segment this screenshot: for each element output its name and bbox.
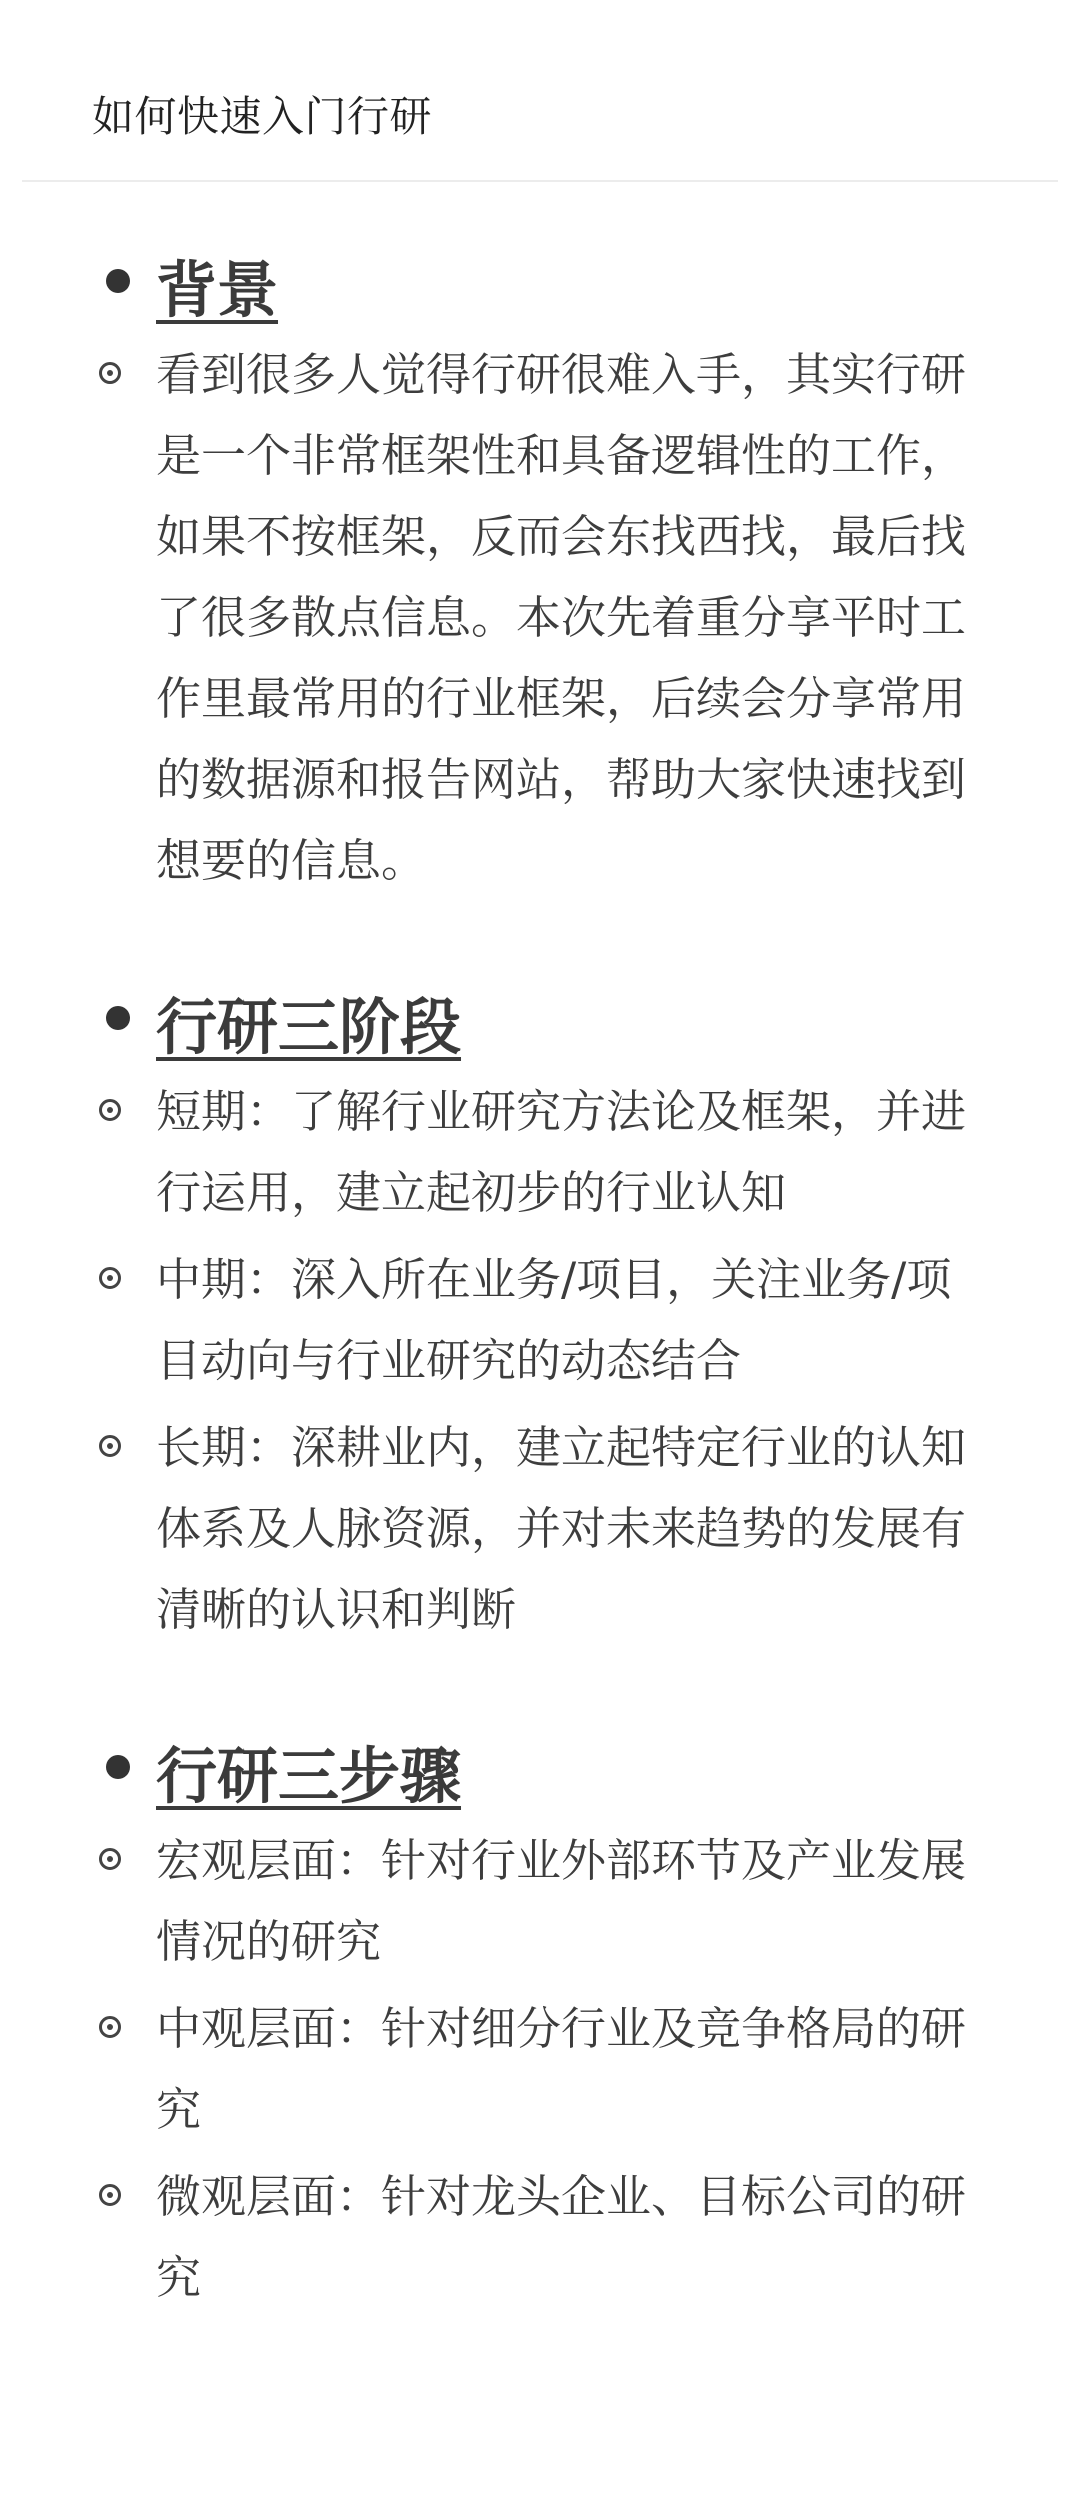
- section-heading: [0, 973, 1080, 1061]
- list-item: [0, 1820, 968, 1982]
- list-item: [0, 1407, 968, 1650]
- circle-dot-bullet-icon: [99, 1099, 121, 1121]
- item-list: [0, 1071, 1080, 1650]
- page-title: 如何快速入门行研: [92, 92, 433, 141]
- list-item-text: 微观层面：针对龙头企业、目标公司的研究: [156, 2170, 967, 2304]
- circle-dot-bullet-icon: [99, 362, 121, 384]
- article-body: [0, 236, 1080, 2390]
- circle-dot-bullet-icon: [99, 2184, 121, 2206]
- list-item: [0, 1071, 968, 1233]
- section-three-stages: [0, 973, 1080, 1650]
- list-item: [0, 1988, 968, 2150]
- section-title[interactable]: 行研三阶段: [156, 992, 462, 1063]
- filled-bullet-icon: [106, 1006, 130, 1030]
- item-list: [0, 334, 1080, 901]
- circle-dot-bullet-icon: [99, 1435, 121, 1457]
- list-item: [0, 334, 968, 901]
- section-three-steps: [0, 1722, 1080, 2318]
- list-item-text: 中期：深入所在业务/项目，关注业务/项目动向与行业研究的动态结合: [156, 1253, 952, 1387]
- circle-dot-bullet-icon: [99, 2016, 121, 2038]
- section-title[interactable]: 背景: [156, 255, 279, 326]
- list-item-text: 中观层面：针对细分行业及竞争格局的研究: [156, 2002, 967, 2136]
- section-heading: [0, 236, 1080, 324]
- section-title[interactable]: 行研三步骤: [156, 1741, 462, 1812]
- list-item-text: 看到很多人觉得行研很难入手，其实行研是一个非常框架性和具备逻辑性的工作，如果不按框架，反而会东找西找，最后找了很多散点信息。本次先着重分享平时工作里最常用的行业框架，后续会分享常用的数据源和报告网站，帮助大家快速找到想要的信息。: [156, 348, 967, 887]
- item-list: [0, 1820, 1080, 2318]
- section-background: [0, 236, 1080, 901]
- filled-bullet-icon: [106, 1755, 130, 1779]
- list-item-text: 长期：深耕业内，建立起特定行业的认知体系及人脉资源，并对未来趋势的发展有清晰的认识和判断: [156, 1421, 967, 1636]
- list-item-text: 宏观层面：针对行业外部环节及产业发展情况的研究: [156, 1834, 967, 1968]
- top-bar: [22, 0, 1058, 182]
- list-item: [0, 2156, 968, 2318]
- filled-bullet-icon: [106, 269, 130, 293]
- list-item-text: 短期：了解行业研究方法论及框架，并进行运用，建立起初步的行业认知: [156, 1085, 967, 1219]
- list-item: [0, 1239, 968, 1401]
- section-heading: [0, 1722, 1080, 1810]
- circle-dot-bullet-icon: [99, 1267, 121, 1289]
- circle-dot-bullet-icon: [99, 1848, 121, 1870]
